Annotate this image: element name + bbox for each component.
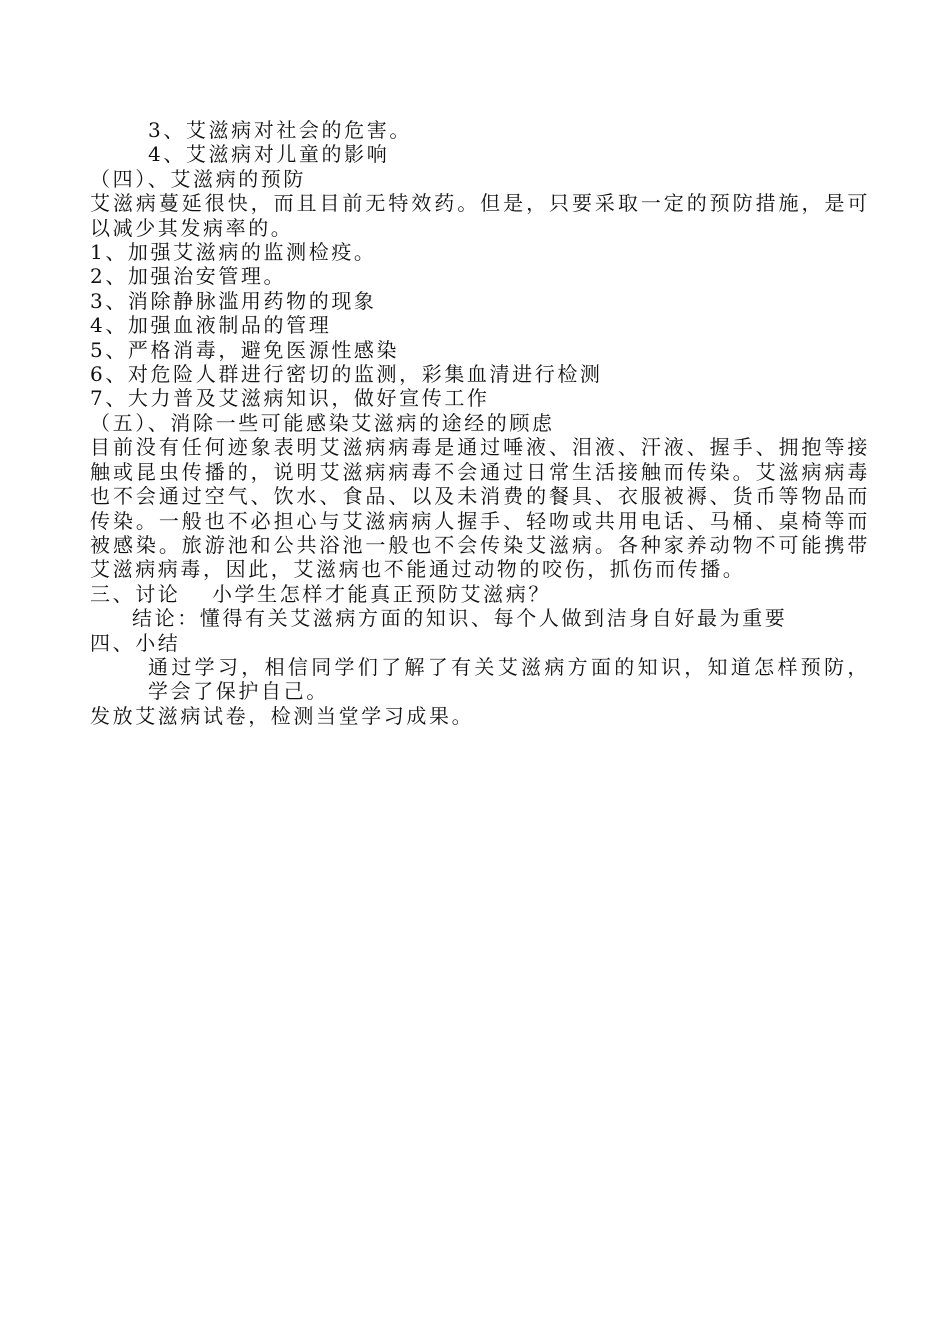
list-item-risk-groups: 6、对危险人群进行密切的监测，彩集血清进行检测	[90, 362, 603, 387]
paragraph-transmission-concerns: 目前没有任何迹象表明艾滋病病毒是通过唾液、泪液、汗液、握手、拥抱等接触或昆虫传播的，说明艾滋病病毒不会通过日常生活接触而传染。艾滋病病毒也不会通过空气、饮水、食品、以及未消费的餐具、衣服被褥、货币等物品而传染。一般也不必担心与艾滋病病人握手、轻吻或共用电话、马桶、桌椅等而被感染。旅游池和公共浴池一般也不会传染艾滋病。各种家养动物不可能携带艾滋病病毒，因此，艾滋病也不能通过动物的咬伤，抓伤而传播。	[90, 435, 870, 582]
section-heading-prevention: （四）、艾滋病的预防	[90, 166, 306, 191]
list-item-disinfection: 5、严格消毒，避免医源性感染	[90, 337, 400, 362]
section-heading-summary: 四、小结	[90, 630, 181, 655]
list-item-education: 7、大力普及艾滋病知识，做好宣传工作	[90, 386, 490, 411]
list-item-harm-to-society: 3、艾滋病对社会的危害。	[148, 118, 412, 142]
section-heading-discussion: 三、讨论 小学生怎样才能真正预防艾滋病？	[90, 581, 551, 606]
list-item-security: 2、加强治安管理。	[90, 264, 287, 289]
paragraph-conclusion: 结论：懂得有关艾滋病方面的知识、每个人做到洁身自好最为重要	[132, 606, 788, 631]
paragraph-prevention-intro: 艾滋病蔓延很快，而且目前无特效药。但是，只要采取一定的预防措施，是可以减少其发病率的。	[90, 191, 870, 240]
section-heading-concerns: （五）、消除一些可能感染艾滋病的途经的顾虑	[90, 410, 555, 435]
closing-line: 发放艾滋病试卷，检测当堂学习成果。	[90, 703, 475, 728]
paragraph-summary: 通过学习，相信同学们了解了有关艾滋病方面的知识，知道怎样预防，学会了保护自己。	[148, 654, 870, 704]
list-item-impact-on-children: 4、艾滋病对儿童的影响	[148, 142, 390, 167]
list-item-monitoring: 1、加强艾滋病的监测检疫。	[90, 240, 377, 265]
list-item-drug-abuse: 3、消除静脉滥用药物的现象	[90, 288, 377, 313]
list-item-blood-products: 4、加强血液制品的管理	[90, 313, 332, 338]
document-page	[90, 118, 870, 728]
